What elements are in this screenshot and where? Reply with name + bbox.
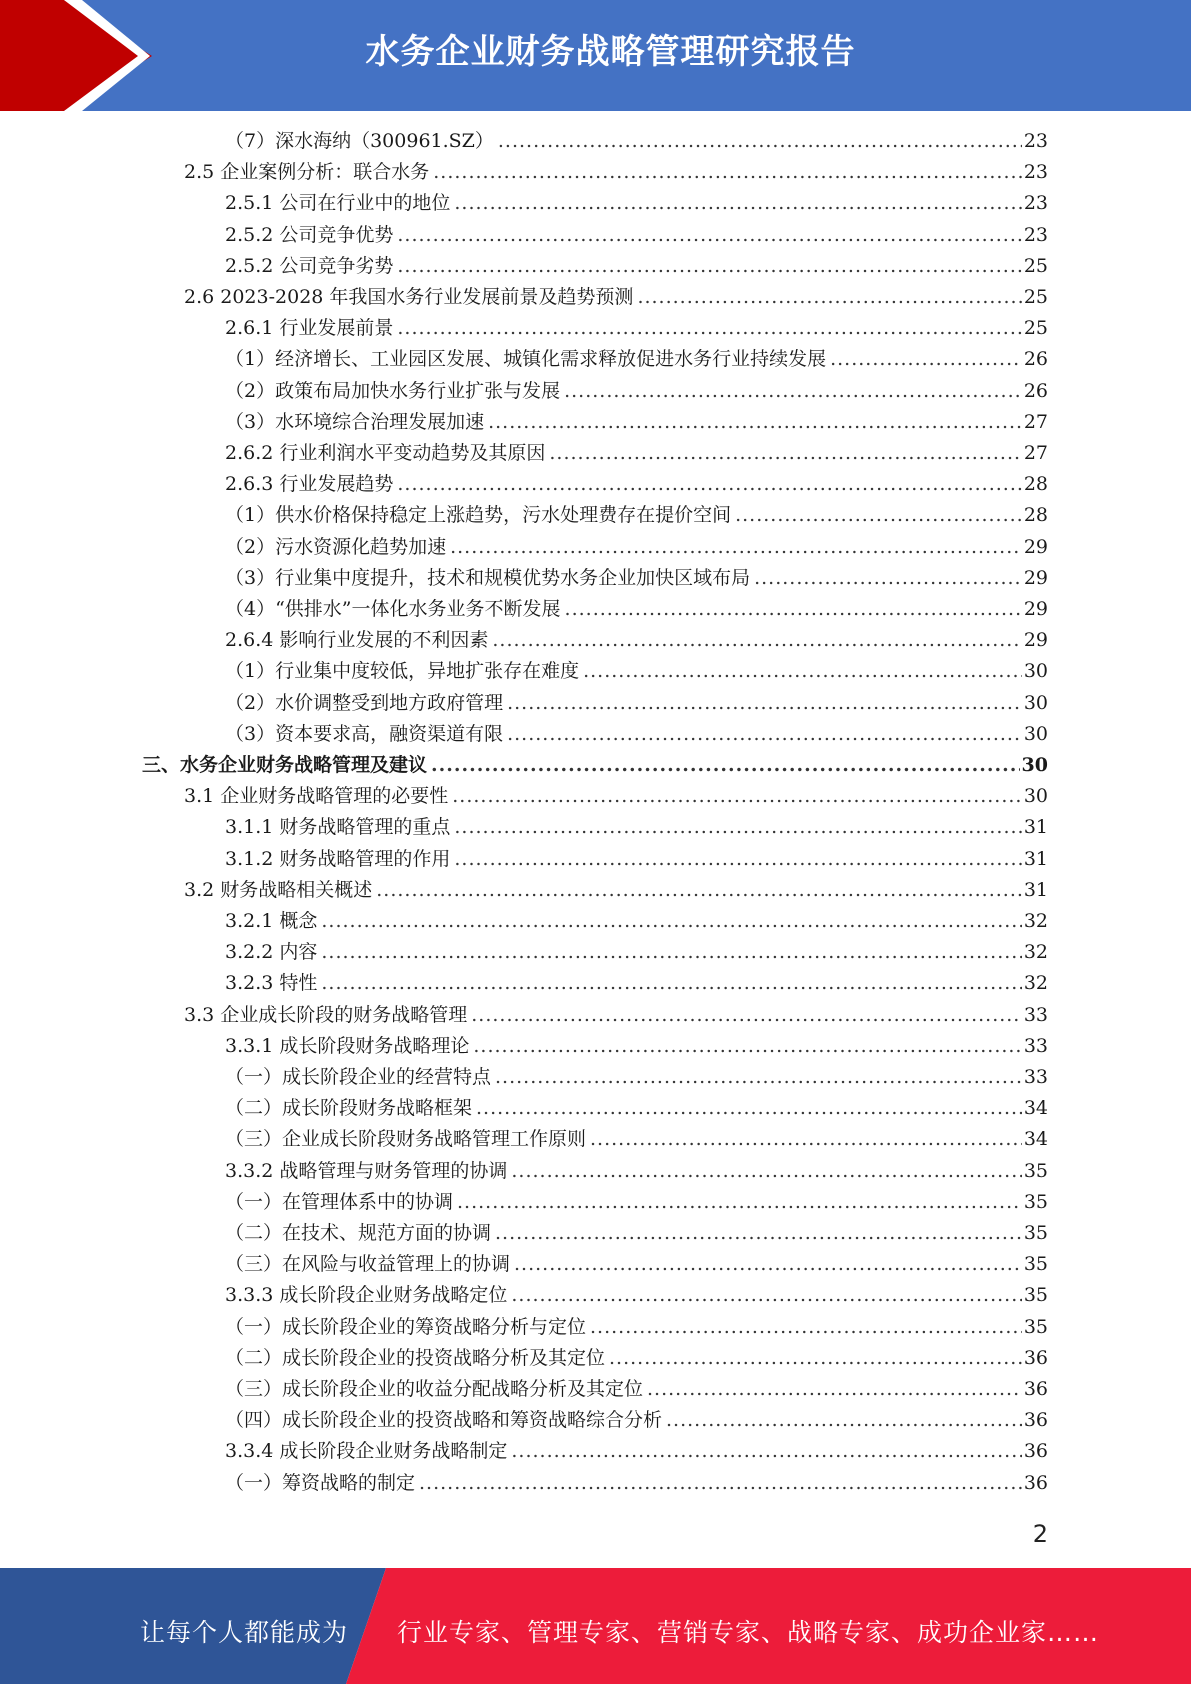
- toc-entry[interactable]: [225, 1031, 1048, 1062]
- toc-entry-page: 33: [1023, 1034, 1048, 1057]
- toc-entry[interactable]: [225, 656, 1048, 687]
- toc-entry[interactable]: [225, 438, 1048, 469]
- toc-entry-title: 2.5.2 公司竞争优势: [225, 223, 394, 246]
- toc-entry-page: 36: [1023, 1440, 1048, 1463]
- toc-entry-title: 2.6.2 行业利润水平变动趋势及其原因: [225, 442, 546, 464]
- toc-entry-title: 三、水务企业财务战略管理及建议: [142, 754, 428, 776]
- toc-entry[interactable]: [225, 313, 1048, 344]
- toc-entry-title: （一）成长阶段企业的筹资战略分析与定位: [225, 1315, 587, 1338]
- toc-entry[interactable]: [225, 251, 1048, 282]
- toc-entry-page: 36: [1023, 1346, 1048, 1369]
- toc-dot-leader: [321, 906, 1021, 937]
- toc-entry-title: 2.6.3 行业发展趋势: [225, 473, 394, 496]
- toc-dot-leader: [511, 1280, 1021, 1311]
- toc-entry-title: 3.2.2 内容: [225, 941, 318, 964]
- toc-entry-title: （2）政策布局加快水务行业扩张与发展: [225, 379, 561, 402]
- toc-entry-title: （3）资本要求高，融资渠道有限: [225, 722, 504, 745]
- toc-entry[interactable]: [225, 1312, 1048, 1343]
- toc-dot-leader: [583, 656, 1022, 687]
- toc-dot-leader: [321, 937, 1021, 968]
- toc-entry-title: 3.3.1 成长阶段财务战略理论: [225, 1034, 470, 1057]
- toc-dot-leader: [609, 1343, 1022, 1374]
- report-title: 水务企业财务战略管理研究报告: [365, 32, 856, 72]
- toc-entry[interactable]: [225, 1249, 1048, 1280]
- toc-entry-page: 36: [1023, 1409, 1048, 1432]
- toc-entry-title: （一）筹资战略的制定: [225, 1471, 416, 1494]
- toc-entry[interactable]: [225, 407, 1048, 438]
- toc-entry-page: 35: [1023, 1253, 1048, 1276]
- toc-entry[interactable]: [225, 906, 1048, 937]
- toc-dot-leader: [507, 719, 1022, 750]
- toc-entry-title: （一）成长阶段企业的经营特点: [225, 1066, 492, 1088]
- toc-entry-page: 25: [1023, 317, 1048, 340]
- toc-entry-page: 33: [1023, 1066, 1048, 1088]
- toc-entry[interactable]: [225, 1468, 1048, 1499]
- toc-entry[interactable]: [225, 968, 1048, 999]
- toc-entry-page: 35: [1023, 1190, 1048, 1213]
- toc-dot-leader: [450, 532, 1022, 563]
- toc-entry-title: 2.5.1 公司在行业中的地位: [225, 192, 451, 215]
- toc-entry[interactable]: [225, 1124, 1048, 1155]
- toc-entry-title: 2.5 企业案例分析：联合水务: [184, 161, 430, 184]
- toc-entry-page: 27: [1023, 410, 1048, 433]
- toc-entry[interactable]: [225, 500, 1048, 531]
- toc-entry[interactable]: [225, 1062, 1048, 1093]
- toc-entry-page: 35: [1023, 1159, 1048, 1182]
- toc-entry-title: （三）企业成长阶段财务战略管理工作原则: [225, 1128, 587, 1151]
- toc-entry-page: 25: [1023, 254, 1048, 277]
- toc-entry-page: 29: [1023, 598, 1048, 620]
- toc-dot-leader: [321, 968, 1021, 999]
- toc-entry-page: 32: [1023, 910, 1048, 932]
- toc-dot-leader: [488, 407, 1022, 438]
- toc-entry[interactable]: [184, 157, 1048, 188]
- toc-dot-leader: [397, 313, 1021, 344]
- toc-entry-page: 36: [1023, 1471, 1048, 1494]
- toc-entry-title: 3.3.4 成长阶段企业财务战略制定: [225, 1440, 508, 1463]
- toc-entry[interactable]: [225, 1343, 1048, 1374]
- toc-dot-leader: [830, 344, 1022, 375]
- toc-dot-leader: [549, 438, 1021, 469]
- toc-entry-page: 31: [1023, 816, 1048, 839]
- toc-entry-title: 3.3.3 成长阶段企业财务战略定位: [225, 1284, 508, 1307]
- toc-entry-title: （1）供水价格保持稳定上涨趋势，污水处理费存在提价空间: [225, 504, 732, 527]
- toc-entry-page: 28: [1023, 473, 1048, 496]
- toc-entry-title: （3）水环境综合治理发展加速: [225, 410, 485, 433]
- toc-entry[interactable]: [225, 719, 1048, 750]
- toc-entry[interactable]: [225, 344, 1048, 375]
- toc-dot-leader: [735, 500, 1022, 531]
- toc-dot-leader: [376, 875, 1022, 906]
- toc-entry-title: 3.3.2 战略管理与财务管理的协调: [225, 1159, 508, 1182]
- toc-dot-leader: [452, 781, 1022, 812]
- toc-entry-page: 23: [1023, 223, 1048, 246]
- toc-entry[interactable]: [225, 812, 1048, 843]
- toc-entry-title: （2）水价调整受到地方政府管理: [225, 691, 504, 714]
- toc-entry-title: （四）成长阶段企业的投资战略和筹资战略综合分析: [225, 1409, 663, 1432]
- toc-dot-leader: [637, 282, 1021, 313]
- toc-entry-title: 2.6.1 行业发展前景: [225, 317, 394, 340]
- toc-entry[interactable]: [225, 376, 1048, 407]
- toc-entry-page: 30: [1023, 691, 1048, 714]
- toc-dot-leader: [564, 376, 1022, 407]
- toc-entry-page: 29: [1023, 535, 1048, 558]
- toc-entry-title: 3.2 财务战略相关概述: [184, 878, 373, 901]
- toc-dot-leader: [666, 1405, 1022, 1436]
- toc-entry-title: （一）在管理体系中的协调: [225, 1190, 454, 1213]
- footer-slogan-right: 行业专家、管理专家、营销专家、战略专家、成功企业家……: [397, 1618, 1100, 1647]
- toc-entry-title: 3.2.3 特性: [225, 972, 318, 995]
- toc-entry-page: 27: [1023, 442, 1048, 464]
- toc-entry-title: 3.2.1 概念: [225, 910, 318, 932]
- toc-dot-leader: [433, 157, 1022, 188]
- page-number: 2: [1032, 1520, 1048, 1548]
- toc-entry[interactable]: [184, 1000, 1048, 1031]
- toc-dot-leader: [495, 1218, 1022, 1249]
- toc-entry-title: （2）污水资源化趋势加速: [225, 535, 447, 558]
- toc-entry-page: 33: [1023, 1003, 1048, 1026]
- toc-entry[interactable]: [225, 532, 1048, 563]
- footer-slogan-left: 让每个人都能成为: [140, 1618, 349, 1647]
- toc-dot-leader: [590, 1124, 1022, 1155]
- toc-entry-page: 30: [1023, 785, 1048, 808]
- toc-entry-page: 29: [1023, 629, 1048, 652]
- toc-entry-page: 34: [1023, 1097, 1048, 1120]
- toc-entry[interactable]: [225, 1156, 1048, 1187]
- toc-entry[interactable]: [225, 220, 1048, 251]
- toc-entry[interactable]: [225, 937, 1048, 968]
- toc-entry-page: 23: [1023, 161, 1048, 184]
- toc-entry-page: 23: [1023, 130, 1048, 152]
- toc-entry[interactable]: [225, 563, 1048, 594]
- toc-dot-leader: [511, 1436, 1021, 1467]
- toc-dot-leader: [514, 1249, 1022, 1280]
- toc-entry[interactable]: [225, 126, 1048, 157]
- toc-entry-title: 3.1.2 财务战略管理的作用: [225, 847, 451, 870]
- toc-dot-leader: [565, 594, 1022, 625]
- report-header: [0, 0, 1191, 111]
- toc-entry-page: 35: [1023, 1284, 1048, 1307]
- toc-dot-leader: [471, 1000, 1022, 1031]
- toc-entry-page: 32: [1023, 972, 1048, 995]
- toc-entry-title: （三）成长阶段企业的收益分配战略分析及其定位: [225, 1378, 644, 1400]
- toc-entry[interactable]: [225, 1187, 1048, 1218]
- toc-dot-leader: [473, 1031, 1021, 1062]
- toc-entry[interactable]: [225, 594, 1048, 625]
- toc-entry[interactable]: [184, 781, 1048, 812]
- toc-dot-leader: [397, 251, 1021, 282]
- toc-entry-page: 31: [1023, 847, 1048, 870]
- toc-entry-page: 32: [1023, 941, 1048, 964]
- toc-entry-page: 30: [1023, 660, 1048, 683]
- toc-entry-title: 3.1.1 财务战略管理的重点: [225, 816, 451, 839]
- toc-entry[interactable]: [225, 1374, 1048, 1405]
- toc-entry[interactable]: [225, 469, 1048, 500]
- toc-dot-leader: [419, 1468, 1022, 1499]
- toc-entry-title: （二）成长阶段财务战略框架: [225, 1097, 473, 1120]
- toc-entry-title: （1）经济增长、工业园区发展、城镇化需求释放促进水务行业持续发展: [225, 348, 827, 371]
- toc-entry-title: （7）深水海纳（300961.SZ）: [225, 130, 494, 152]
- toc-entry-page: 26: [1023, 379, 1048, 402]
- toc-dot-leader: [454, 188, 1021, 219]
- toc-dot-leader: [647, 1374, 1022, 1405]
- toc-entry-page: 34: [1023, 1128, 1048, 1151]
- toc-dot-leader: [397, 220, 1021, 251]
- toc-entry[interactable]: [225, 844, 1048, 875]
- toc-entry[interactable]: [225, 625, 1048, 656]
- toc-entry[interactable]: [225, 1436, 1048, 1467]
- toc-dot-leader: [498, 126, 1022, 157]
- toc-dot-leader: [511, 1156, 1021, 1187]
- toc-dot-leader: [476, 1093, 1022, 1124]
- toc-entry[interactable]: [225, 188, 1048, 219]
- toc-entry-page: 25: [1023, 286, 1048, 308]
- toc-dot-leader: [754, 563, 1022, 594]
- toc-entry[interactable]: [184, 875, 1048, 906]
- toc-entry-page: 31: [1023, 878, 1048, 901]
- toc-entry-title: （3）行业集中度提升，技术和规模优势水务企业加快区域布局: [225, 566, 751, 589]
- toc-entry-page: 26: [1023, 348, 1048, 371]
- toc-dot-leader: [492, 625, 1021, 656]
- toc-entry-title: （二）成长阶段企业的投资战略分析及其定位: [225, 1346, 606, 1369]
- toc-entry-page: 23: [1023, 192, 1048, 215]
- toc-entry[interactable]: [225, 1280, 1048, 1311]
- toc-entry-title: 2.5.2 公司竞争劣势: [225, 254, 394, 277]
- toc-entry[interactable]: [225, 1405, 1048, 1436]
- toc-entry[interactable]: [142, 750, 1048, 781]
- toc-entry-title: 3.3 企业成长阶段的财务战略管理: [184, 1003, 468, 1026]
- toc-entry-title: （三）在风险与收益管理上的协调: [225, 1253, 511, 1276]
- toc-dot-leader: [590, 1312, 1022, 1343]
- toc-entry-page: 36: [1023, 1378, 1048, 1400]
- toc-entry-title: 3.1 企业财务战略管理的必要性: [184, 785, 449, 808]
- toc-entry-title: （二）在技术、规范方面的协调: [225, 1222, 492, 1244]
- toc-entry-page: 28: [1023, 504, 1048, 527]
- toc-entry-page: 35: [1023, 1315, 1048, 1338]
- toc-entry-page: 29: [1023, 566, 1048, 589]
- toc-entry-page: 35: [1023, 1222, 1048, 1244]
- toc-dot-leader: [507, 688, 1022, 719]
- toc-dot-leader: [454, 812, 1021, 843]
- footer-banner: [0, 1568, 1191, 1684]
- toc-entry[interactable]: [225, 1093, 1048, 1124]
- toc-entry-page: 30: [1021, 754, 1048, 776]
- toc-entry[interactable]: [225, 688, 1048, 719]
- toc-entry-title: （1）行业集中度较低，异地扩张存在难度: [225, 660, 580, 683]
- toc-entry[interactable]: [184, 282, 1048, 313]
- toc-entry-title: 2.6 2023-2028 年我国水务行业发展前景及趋势预测: [184, 286, 634, 308]
- toc-dot-leader: [397, 469, 1021, 500]
- toc-entry-title: 2.6.4 影响行业发展的不利因素: [225, 629, 489, 652]
- toc-dot-leader: [495, 1062, 1022, 1093]
- toc-entry[interactable]: [225, 1218, 1048, 1249]
- toc-entry-title: （4）“供排水”一体化水务业务不断发展: [225, 598, 561, 620]
- toc-dot-leader: [431, 750, 1020, 781]
- toc-entry-page: 30: [1023, 722, 1048, 745]
- toc-dot-leader: [454, 844, 1021, 875]
- toc-dot-leader: [457, 1187, 1022, 1218]
